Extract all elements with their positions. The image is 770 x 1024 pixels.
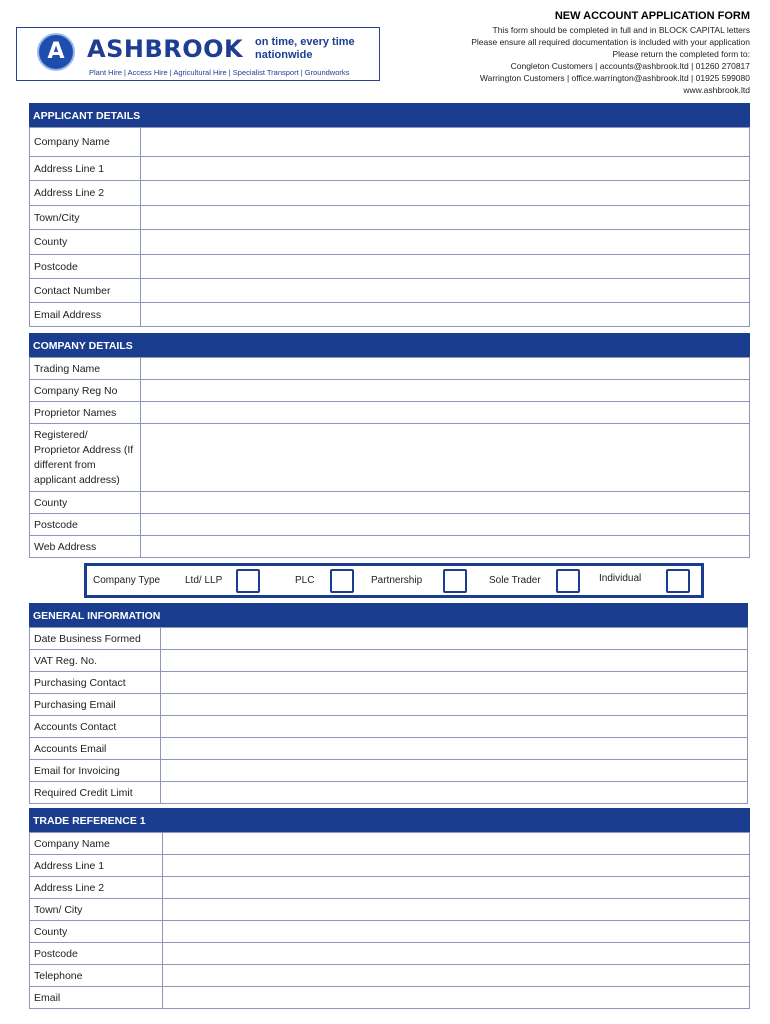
header-website: www.ashbrook.ltd xyxy=(683,85,750,95)
general-table xyxy=(29,627,748,804)
field-label: Proprietor Names xyxy=(30,402,141,424)
accounts-email-input[interactable] xyxy=(161,738,748,760)
applicant-details-section xyxy=(29,103,750,327)
postcode-input[interactable] xyxy=(141,255,750,279)
logo-tagline: on time, every time nationwide xyxy=(255,36,355,61)
town-city-input[interactable] xyxy=(141,206,750,230)
company-name-input[interactable] xyxy=(141,128,750,157)
section-title: COMPANY DETAILS xyxy=(29,333,750,357)
field-label: VAT Reg. No. xyxy=(30,650,161,672)
field-label: Address Line 2 xyxy=(30,181,141,206)
registered-address-input[interactable] xyxy=(141,424,750,492)
email-address-input[interactable] xyxy=(141,303,750,327)
purchasing-contact-input[interactable] xyxy=(161,672,748,694)
field-label: Postcode xyxy=(30,255,141,279)
proprietor-names-input[interactable] xyxy=(141,402,750,424)
logo-name: ASHBROOK xyxy=(87,35,244,63)
field-label: County xyxy=(30,492,141,514)
applicant-table xyxy=(29,127,750,327)
field-label: Postcode xyxy=(30,943,163,965)
ref-address-line-2-input[interactable] xyxy=(163,877,750,899)
accounts-contact-input[interactable] xyxy=(161,716,748,738)
field-label: County xyxy=(30,921,163,943)
ref-town-city-input[interactable] xyxy=(163,899,750,921)
ref-telephone-input[interactable] xyxy=(163,965,750,987)
credit-limit-input[interactable] xyxy=(161,782,748,804)
form-header xyxy=(390,10,750,96)
field-label: Contact Number xyxy=(30,279,141,303)
option-label: Partnership xyxy=(371,575,423,586)
header-line: Warrington Customers | office.warrington@ashbrook.ltd | 01925 599080 xyxy=(479,73,750,83)
general-information-section xyxy=(29,603,748,804)
field-label: Telephone xyxy=(30,965,163,987)
company-county-input[interactable] xyxy=(141,492,750,514)
ref-company-name-input[interactable] xyxy=(163,833,750,855)
field-label: Email Address xyxy=(30,303,141,327)
field-label: Email xyxy=(30,987,163,1009)
section-title: TRADE REFERENCE 1 xyxy=(29,808,750,832)
date-business-formed-input[interactable] xyxy=(161,628,748,650)
company-postcode-input[interactable] xyxy=(141,514,750,536)
field-label: Purchasing Email xyxy=(30,694,161,716)
section-title: APPLICANT DETAILS xyxy=(29,103,750,127)
ref-county-input[interactable] xyxy=(163,921,750,943)
field-label: Company Reg No xyxy=(30,380,141,402)
option-label: Ltd/ LLP xyxy=(185,575,223,586)
purchasing-email-input[interactable] xyxy=(161,694,748,716)
field-label: County xyxy=(30,230,141,255)
field-label: Town/ City xyxy=(30,899,163,921)
company-logo xyxy=(16,27,380,81)
trade-reference-1-section xyxy=(29,808,750,1009)
company-type-group xyxy=(84,563,704,598)
company-table xyxy=(29,357,750,558)
logo-mark: A xyxy=(37,33,75,71)
field-label: Company Name xyxy=(30,128,141,157)
field-label: Company Name xyxy=(30,833,163,855)
contact-number-input[interactable] xyxy=(141,279,750,303)
ref-email-input[interactable] xyxy=(163,987,750,1009)
header-line: Please return the completed form to: xyxy=(612,49,750,59)
ref-postcode-input[interactable] xyxy=(163,943,750,965)
company-reg-input[interactable] xyxy=(141,380,750,402)
field-label: Address Line 1 xyxy=(30,157,141,181)
field-label: Registered/ Proprietor Address (If different from applicant address) xyxy=(30,424,141,492)
option-label: PLC xyxy=(295,575,315,586)
field-label: Postcode xyxy=(30,514,141,536)
option-label: Sole Trader xyxy=(489,575,541,586)
trade-reference-table xyxy=(29,832,750,1009)
company-details-section xyxy=(29,333,750,558)
field-label: Required Credit Limit xyxy=(30,782,161,804)
sole-trader-checkbox[interactable] xyxy=(556,569,580,593)
form-title: NEW ACCOUNT APPLICATION FORM xyxy=(554,10,750,22)
field-label: Address Line 2 xyxy=(30,877,163,899)
field-label: Trading Name xyxy=(30,358,141,380)
ref-address-line-1-input[interactable] xyxy=(163,855,750,877)
header-line: This form should be completed in full and in BLOCK CAPITAL letters xyxy=(492,25,750,35)
partnership-checkbox[interactable] xyxy=(443,569,467,593)
header-line: Please ensure all required documentation is included with your application xyxy=(471,37,750,47)
field-label: Purchasing Contact xyxy=(30,672,161,694)
plc-checkbox[interactable] xyxy=(330,569,354,593)
field-label: Email for Invoicing xyxy=(30,760,161,782)
company-type-label: Company Type xyxy=(93,575,161,586)
header-line: Congleton Customers | accounts@ashbrook.ltd | 01260 270817 xyxy=(510,61,750,71)
logo-services: Plant Hire | Access Hire | Agricultural Hire | Specialist Transport | Groundworks xyxy=(89,68,350,77)
vat-reg-input[interactable] xyxy=(161,650,748,672)
invoicing-email-input[interactable] xyxy=(161,760,748,782)
address-line-2-input[interactable] xyxy=(141,181,750,206)
ltd-llp-checkbox[interactable] xyxy=(236,569,260,593)
field-label: Date Business Formed xyxy=(30,628,161,650)
county-input[interactable] xyxy=(141,230,750,255)
option-label: Individual xyxy=(599,573,642,584)
field-label: Address Line 1 xyxy=(30,855,163,877)
trading-name-input[interactable] xyxy=(141,358,750,380)
section-title: GENERAL INFORMATION xyxy=(29,603,748,627)
individual-checkbox[interactable] xyxy=(666,569,690,593)
web-address-input[interactable] xyxy=(141,536,750,558)
field-label: Town/City xyxy=(30,206,141,230)
address-line-1-input[interactable] xyxy=(141,157,750,181)
field-label: Accounts Contact xyxy=(30,716,161,738)
field-label: Web Address xyxy=(30,536,141,558)
field-label: Accounts Email xyxy=(30,738,161,760)
